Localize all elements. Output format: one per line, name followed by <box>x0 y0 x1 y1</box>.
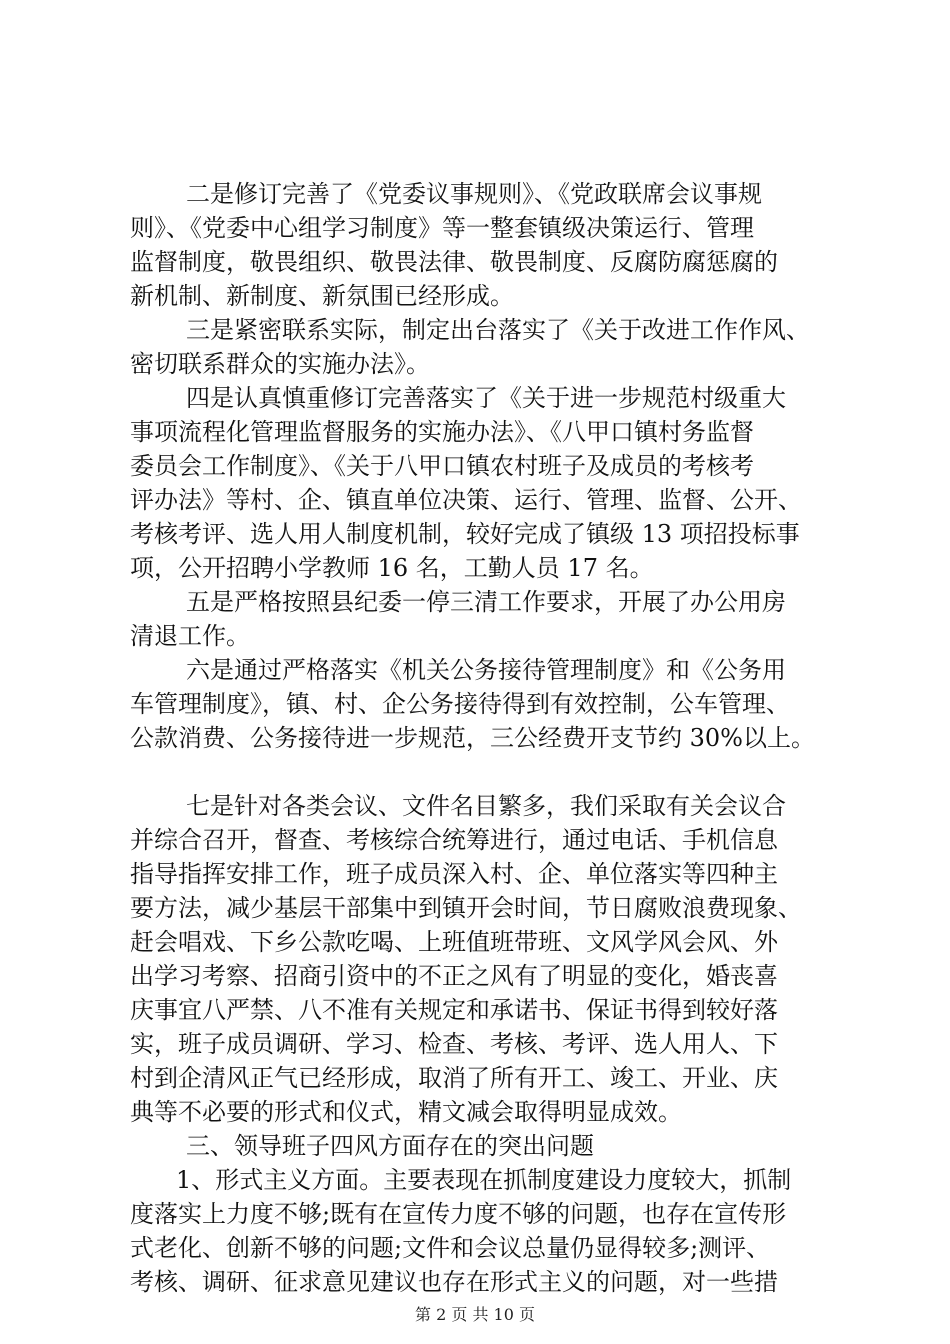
body-text-line: 出学习考察、招商引资中的不正之风有了明显的变化，婚丧喜 <box>130 962 778 990</box>
body-text-line: 赶会唱戏、下乡公款吃喝、上班值班带班、文风学风会风、外 <box>130 928 778 956</box>
body-text-line: 要方法，减少基层干部集中到镇开会时间，节日腐败浪费现象、 <box>130 894 802 922</box>
body-text-line: 庆事宜八严禁、八不准有关规定和承诺书、保证书得到较好落 <box>130 996 778 1024</box>
body-text-line: 四是认真慎重修订完善落实了《关于进一步规范村级重大 <box>186 384 786 412</box>
body-text-line: 则》、《党委中心组学习制度》等一整套镇级决策运行、管理 <box>130 214 754 242</box>
body-text-line: 七是针对各类会议、文件名目繁多，我们采取有关会议合 <box>186 792 786 820</box>
page-number-footer: 第 2 页 共 10 页 <box>415 1305 535 1324</box>
body-text-line: 1、形式主义方面。主要表现在抓制度建设力度较大，抓制 <box>176 1166 792 1194</box>
body-text-line: 三是紧密联系实际，制定出台落实了《关于改进工作作风、 <box>186 316 810 344</box>
body-text-line: 新机制、新制度、新氛围已经形成。 <box>130 282 514 310</box>
body-text-line: 六是通过严格落实《机关公务接待管理制度》和《公务用 <box>186 656 786 684</box>
body-text-line: 实，班子成员调研、学习、检查、考核、考评、选人用人、下 <box>130 1030 778 1058</box>
body-text-line: 村到企清风正气已经形成，取消了所有开工、竣工、开业、庆 <box>130 1064 778 1092</box>
body-text-line: 考核考评、选人用人制度机制，较好完成了镇级 13 项招投标事 <box>130 520 800 548</box>
body-text-line: 项，公开招聘小学教师 16 名，工勤人员 17 名。 <box>130 554 654 582</box>
body-text-line: 车管理制度》，镇、村、企公务接待得到有效控制，公车管理、 <box>130 690 790 718</box>
body-text-line: 评办法》等村、企、镇直单位决策、运行、管理、监督、公开、 <box>130 486 802 514</box>
body-text-line: 监督制度，敬畏组织、敬畏法律、敬畏制度、反腐防腐惩腐的 <box>130 248 778 276</box>
body-text-line: 清退工作。 <box>130 622 250 650</box>
section-heading: 三、领导班子四风方面存在的突出问题 <box>186 1132 594 1160</box>
body-text-line: 考核、调研、征求意见建议也存在形式主义的问题，对一些措 <box>130 1268 778 1296</box>
body-text-line: 典等不必要的形式和仪式，精文减会取得明显成效。 <box>130 1098 682 1126</box>
body-text-line: 二是修订完善了《党委议事规则》、《党政联席会议事规 <box>186 180 762 208</box>
body-text-line: 度落实上力度不够;既有在宣传力度不够的问题，也存在宣传形 <box>130 1200 787 1228</box>
body-text-line: 指导指挥安排工作，班子成员深入村、企、单位落实等四种主 <box>130 860 778 888</box>
body-text-line: 事项流程化管理监督服务的实施办法》、《八甲口镇村务监督 <box>130 418 754 446</box>
body-text-line: 公款消费、公务接待进一步规范，三公经费开支节约 30%以上。 <box>130 724 815 752</box>
body-text-line: 式老化、创新不够的问题;文件和会议总量仍显得较多;测评、 <box>130 1234 771 1262</box>
body-text-line: 委员会工作制度》、《关于八甲口镇农村班子及成员的考核考 <box>130 452 754 480</box>
body-text-line: 并综合召开，督查、考核综合统筹进行，通过电话、手机信息 <box>130 826 778 854</box>
body-text-line: 密切联系群众的实施办法》。 <box>130 350 430 378</box>
body-text-line: 五是严格按照县纪委一停三清工作要求，开展了办公用房 <box>186 588 786 616</box>
